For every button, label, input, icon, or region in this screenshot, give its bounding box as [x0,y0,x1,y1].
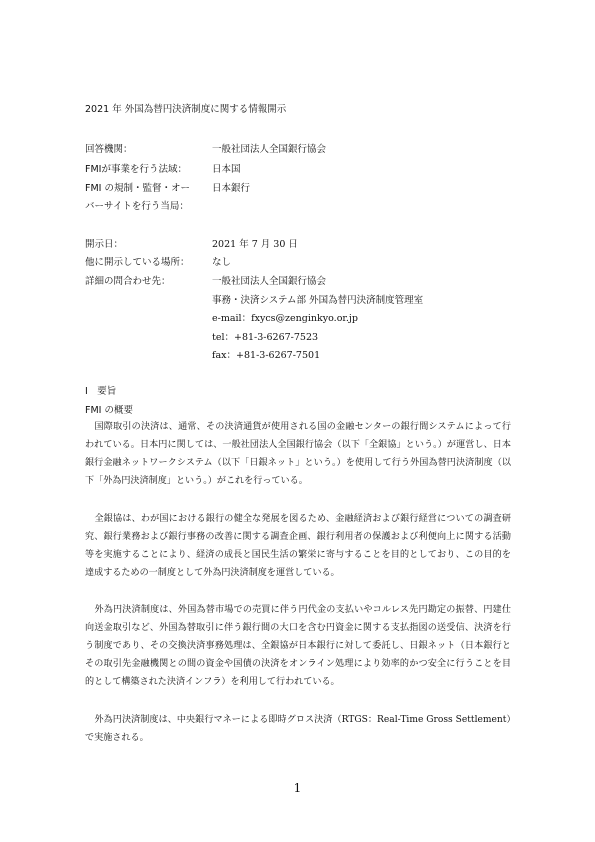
paragraph: 外為円決済制度は、外国為替市場での売買に伴う円代金の支払いやコルレス先円勘定の振替、円建仕向送金取引など、外国為替取引に伴う銀行間の大口を含む円資金に関する支払指図の送受信、決済を行う制度であり、その交換決済事務処理は、全銀協が日本銀行に対して委託し、日銀ネット（日本銀行とその取引先金融機関との間の資金や国債の決済をオンライン処理により効率的かつ安全に行うことを目的として構築された決済インフラ）を利用して行われている。 [85,605,511,688]
info-label: 詳細の問合わせ先： [85,276,171,287]
info-value: 一般社団法人全国銀行協会 [212,144,327,155]
info-label: 他に開示している場所： [85,257,190,268]
paragraph: 全銀協は、わが国における銀行の健全な発展を図るため、金融経済および銀行経営についての調査研究、銀行業務および銀行事務の改善に関する調査企画、銀行利用者の保護および利便向上に関する活動等を実施することにより、経済の成長と国民生活の繁栄に寄与することを目的としており、この目的を達成するための一制度として外為円決済制度を運営している。 [85,514,511,579]
info-value: なし [212,257,232,268]
info-label: FMI の規制・監督・オー [85,183,190,194]
paragraph: 外為円決済制度は、中央銀行マネーによる即時グロス決済（RTGS：Real-Time Gross Settlement）で実施される。 [85,715,511,744]
info-label: FMIが事業を行う法域： [85,164,187,175]
info-value: 事務・決済システム部 外国為替円決済制度管理室 [212,295,424,306]
document-title: 2021 年 外国為替円決済制度に関する情報開示 [85,104,287,115]
section-heading: Ⅰ 要旨 [85,386,117,397]
info-value: 日本銀行 [212,183,251,194]
info-value: 一般社団法人全国銀行協会 [212,276,327,287]
contact-tel: tel：+81-3-6267-7523 [212,332,319,343]
contact-email: e-mail：fxycs@zenginkyo.or.jp [212,313,358,324]
page-number: 1 [293,781,302,795]
contact-fax: fax：+81-3-6267-7501 [212,350,321,361]
subsection-heading: FMI の概要 [85,405,133,416]
info-label: バーサイトを行う当局： [85,201,189,212]
info-label: 回答機関： [85,144,133,155]
info-value: 日本国 [212,164,241,175]
paragraph: 国際取引の決済は、通常、その決済通貨が使用される国の金融センターの銀行間システムによって行われている。日本円に関しては、一般社団法人全国銀行協会（以下「全銀協」という。）が運営し、日本銀行金融ネットワークシステム（以下「日銀ネット」という。）を使用して行う外国為替円決済制度（以下「外為円決済制度」という。）がこれを行っている。 [85,422,511,487]
info-label: 開示日： [85,239,124,250]
info-value: 2021 年 7 月 30 日 [212,239,298,250]
